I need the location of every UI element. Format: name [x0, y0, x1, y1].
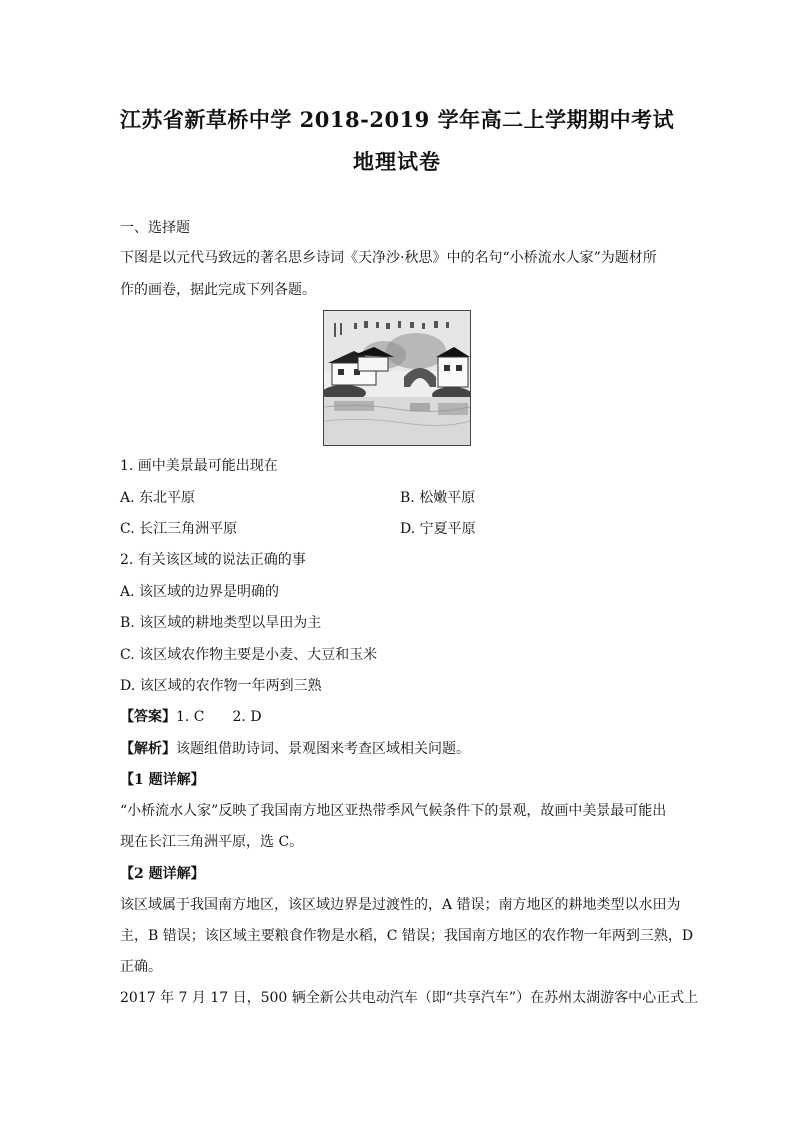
analysis-line — [120, 739, 470, 759]
detail2-line-3: 正确。 — [120, 959, 162, 975]
detail1-label: 【1 题详解】 — [120, 772, 205, 788]
exam-title: 江苏省新草桥中学 2018-2019 学年高二上学期期中考试 — [119, 107, 675, 132]
q2-option-a: A. 该区域的边界是明确的 — [120, 584, 280, 600]
q2-option-b: B. 该区域的耕地类型以旱田为主 — [120, 615, 322, 631]
intro-line-1: 下图是以元代马致远的著名思乡诗词《天净沙·秋思》中的名句“小桥流水人家”为题材所 — [120, 250, 657, 266]
q1-option-a: A. 东北平原 — [120, 490, 196, 506]
answer-text: 1. C 2. D — [176, 709, 262, 725]
q2-option-d: D. 该区域的农作物一年两到三熟 — [120, 678, 322, 694]
detail2-label: 【2 题详解】 — [120, 866, 205, 882]
next-question-line-1: 2017 年 7 月 17 日，500 辆全新公共电动汽车（即“共享汽车”）在苏州太湖游客中心正式上 — [120, 990, 699, 1006]
section-heading: 一、选择题 — [120, 220, 190, 236]
detail2-line-1: 该区域属于我国南方地区，该区域边界是过渡性的，A 错误；南方地区的耕地类型以水田为 — [120, 897, 681, 913]
q1-option-d: D. 宁夏平原 — [400, 521, 476, 537]
q2-option-c: C. 该区域农作物主要是小麦、大豆和玉米 — [120, 647, 378, 663]
q2-stem: 2. 有关该区域的说法正确的事 — [120, 552, 306, 568]
landscape-painting-icon — [323, 310, 471, 446]
analysis-text: 该题组借助诗词、景观图来考查区域相关问题。 — [176, 741, 470, 757]
q1-stem: 1. 画中美景最可能出现在 — [120, 458, 278, 474]
analysis-label: 【解析】 — [120, 741, 176, 757]
detail1-line-2: 现在长江三角洲平原，选 C。 — [120, 834, 304, 850]
intro-line-2: 作的画卷，据此完成下列各题。 — [120, 282, 316, 298]
q1-option-b: B. 松嫩平原 — [400, 490, 476, 506]
answer-line — [120, 707, 262, 727]
answer-label: 【答案】 — [120, 709, 176, 725]
detail1-line-1: “小桥流水人家”反映了我国南方地区亚热带季风气候条件下的景观，故画中美景最可能出 — [120, 803, 667, 819]
detail2-line-2: 主，B 错误；该区域主要粮食作物是水稻，C 错误；我国南方地区的农作物一年两到三熟，D — [120, 928, 694, 944]
q1-option-c: C. 长江三角洲平原 — [120, 521, 238, 537]
exam-subtitle: 地理试卷 — [353, 149, 441, 174]
